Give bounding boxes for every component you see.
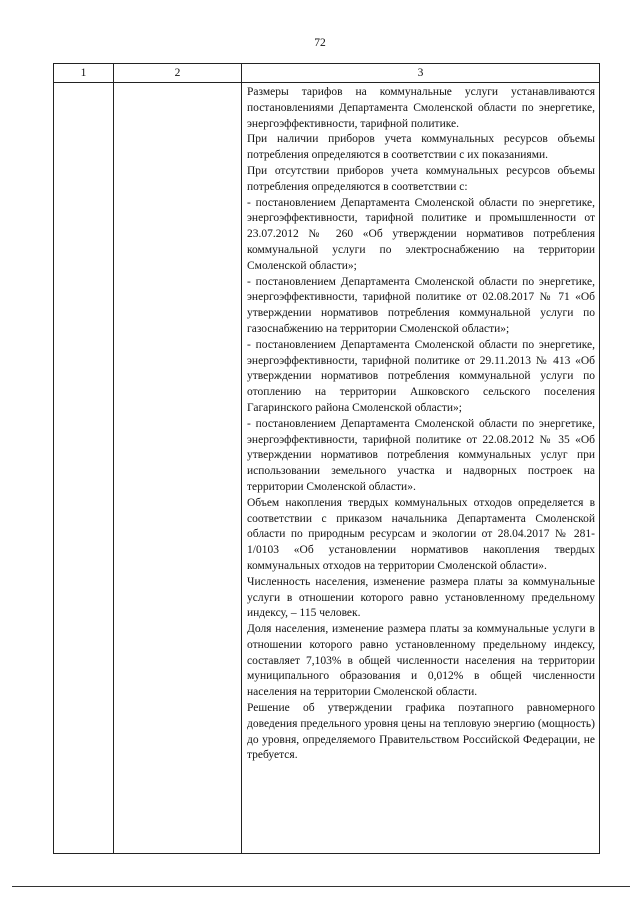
paragraph: - постановлением Департамента Смоленской области по энергетике, энергоэффективности, тарифной политике от 02.08.2017 № 71 «Об утверждении нормативов потребления коммунальной услуги по газоснабжению на территории Смоленской области»; [247, 275, 595, 335]
paragraph: При наличии приборов учета коммунальных ресурсов объемы потребления определяются в соответствии с их показаниями. [247, 133, 595, 162]
column-header-2: 2 [114, 64, 242, 83]
column-1-cell [54, 83, 114, 854]
page-number: 72 [314, 37, 326, 49]
table-header-row [54, 64, 600, 83]
paragraph: Размеры тарифов на коммунальные услуги устанавливаются постановлениями Департамента Смоленской области по энергетике, энергоэффективности, тарифной политике. [247, 86, 595, 130]
paragraph: При отсутствии приборов учета коммунальных ресурсов объемы потребления определяются в соответствии с: [247, 164, 595, 193]
column-2-cell [114, 83, 242, 854]
document-table [53, 63, 600, 854]
table-body-row [54, 83, 600, 854]
column-header-3: 3 [242, 64, 600, 83]
paragraph: Объем накопления твердых коммунальных отходов определяется в соответствии с приказом начальника Департамента Смоленской области по природным ресурсам и экологии от 28.04.2017 № 281-1/0103 «Об установлении нормативов накопления твердых коммунальных отходов на территории Смоленской области». [247, 496, 595, 572]
paragraph: - постановлением Департамента Смоленской области по энергетике, энергоэффективности, тарифной политике от 29.11.2013 № 413 «Об утверждении нормативов потребления коммунальной услуги по отоплению на территории Ашковского сельского поселения Гагаринского района Смоленской области»; [247, 338, 595, 414]
column-3-cell [242, 83, 600, 854]
footer-divider [12, 886, 630, 887]
paragraph: Доля населения, изменение размера платы за коммунальные услуги в отношении которого равно установленному предельному индексу, составляет 7,103% в общей численности населения на территории муниципального образования и 0,012% в общей численности населения на территории Смоленской области. [247, 623, 595, 699]
paragraph: Решение об утверждении графика поэтапного равномерного доведения предельного уровня цены на тепловую энергию (мощность) до уровня, определяемого Правительством Российской Федерации, не требуется. [247, 702, 595, 762]
paragraph: - постановлением Департамента Смоленской области по энергетике, энергоэффективности, тарифной политике от 22.08.2012 № 35 «Об утверждении нормативов потребления коммунальных услуг при использовании земельного участка и надворных построек на территории Смоленской области». [247, 417, 595, 493]
column-header-1: 1 [54, 64, 114, 83]
paragraph: - постановлением Департамента Смоленской области по энергетике, энергоэффективности, тарифной политике и промышленности от 23.07.2012 № 260 «Об утверждении нормативов потребления коммунальной услуги по электроснабжению на территории Смоленской области»; [247, 196, 595, 272]
paragraph: Численность населения, изменение размера платы за коммунальные услуги в отношении которого равно установленному предельному индексу, – 115 человек. [247, 575, 595, 620]
content-text [242, 83, 599, 764]
